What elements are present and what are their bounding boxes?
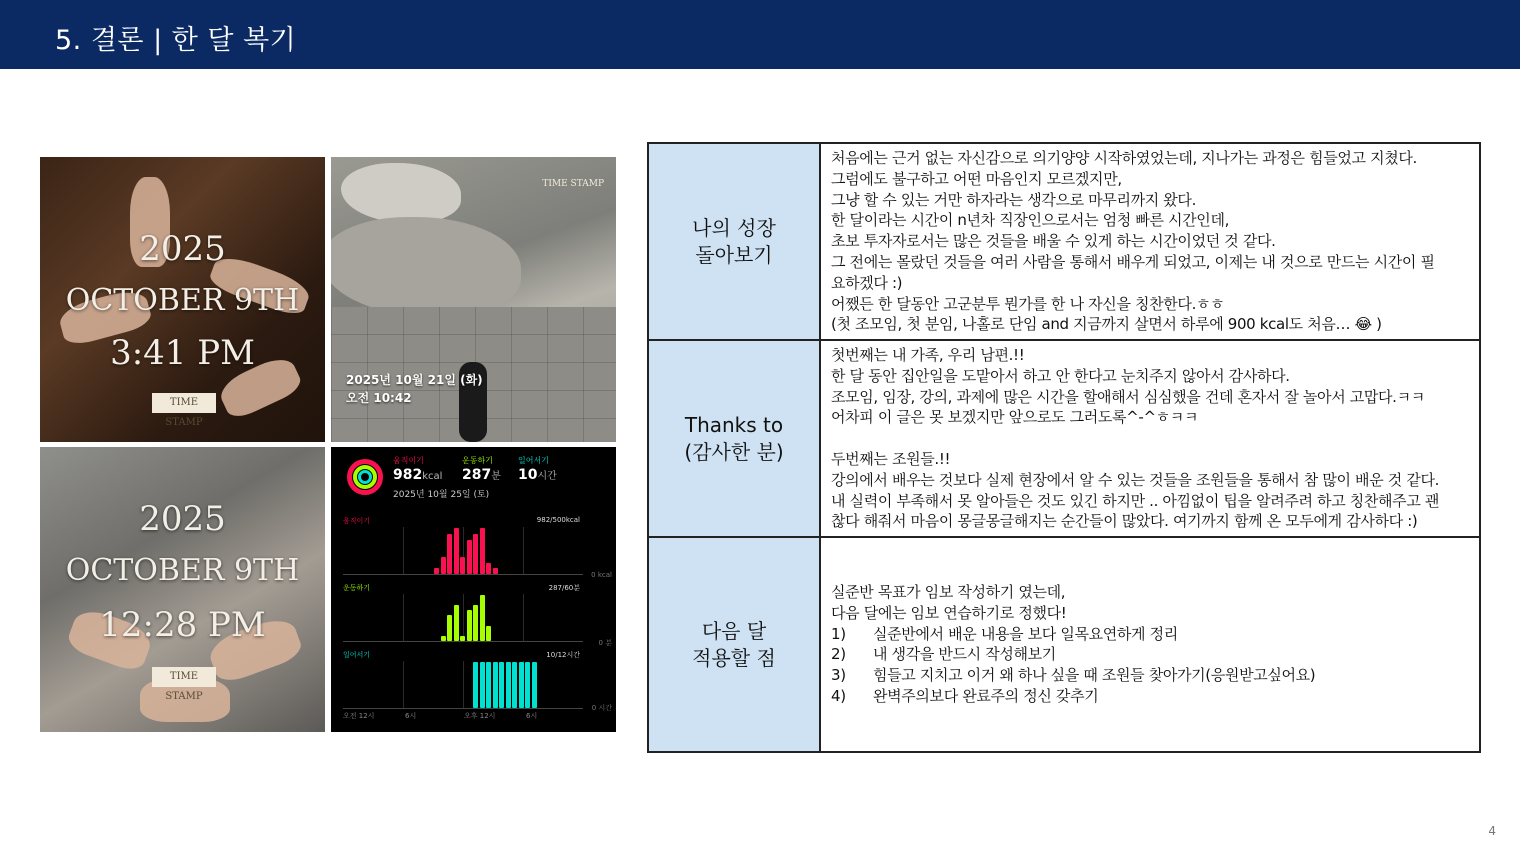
reflection-table bbox=[647, 142, 1481, 753]
activity-bar bbox=[460, 557, 465, 574]
rock-shape bbox=[331, 217, 521, 317]
activity-bar bbox=[480, 595, 485, 641]
move-goal: 982/500kcal bbox=[536, 516, 580, 524]
list-item: 2) 내 생각을 반드시 작성해보기 bbox=[831, 645, 1056, 664]
activity-bar bbox=[512, 662, 517, 708]
exercise-axis-label: 0 분 bbox=[598, 639, 612, 647]
grid-line bbox=[463, 661, 464, 708]
text-line: 강의에서 배우는 것보다 실제 현장에서 알 수 있는 것들을 조원들을 통해서 참 많이 배운 것 같다. bbox=[831, 470, 1440, 489]
row-header: 나의 성장 돌아보기 bbox=[649, 144, 821, 339]
activity-bar bbox=[434, 568, 439, 574]
text-line: 찮다 해줘서 마음이 몽글몽글해지는 순간들이 많았다. 여기까지 함께 온 모두에게 감사하다 :) bbox=[831, 512, 1418, 531]
activity-bar bbox=[441, 557, 446, 574]
activity-bar bbox=[480, 662, 485, 708]
text-line: 다음 달에는 임보 연습하기로 정했다! bbox=[831, 603, 1067, 622]
time-stamp-logo: TIME STAMP bbox=[542, 179, 604, 189]
x-axis-label: 오전 12시 bbox=[343, 712, 375, 720]
text-line: 두번째는 조원들.!! bbox=[831, 449, 951, 468]
text-line: 어차피 이 글은 못 보겠지만 앞으로도 그러도록^-^ㅎㅋㅋ bbox=[831, 408, 1199, 427]
exercise-goal: 287/60분 bbox=[548, 584, 580, 592]
stamp-time: 3:41 PM bbox=[110, 333, 255, 373]
activity-bar bbox=[506, 662, 511, 708]
activity-bar bbox=[467, 540, 472, 575]
activity-bar bbox=[473, 605, 478, 641]
exercise-value: 287분 bbox=[462, 467, 501, 483]
text-line: 그냥 할 수 있는 거만 하자라는 생각으로 마무리까지 왔다. bbox=[831, 190, 1196, 209]
row-header: 다음 달 적용할 점 bbox=[649, 538, 821, 751]
activity-bar bbox=[480, 528, 485, 574]
stand-chart bbox=[343, 661, 583, 709]
activity-bar bbox=[467, 610, 472, 641]
text-line: 요하겠다 :) bbox=[831, 273, 903, 292]
grid-line bbox=[523, 527, 524, 574]
photo-date: 2025년 10월 21일 (화) bbox=[346, 373, 483, 387]
activity-date: 2025년 10월 25일 (토) bbox=[393, 490, 490, 500]
row-body bbox=[823, 144, 1479, 339]
text-line: 실준반 목표가 임보 작성하기 였는데, bbox=[831, 583, 1066, 601]
stand-value: 10시간 bbox=[518, 467, 557, 483]
grid-line bbox=[463, 594, 464, 641]
text-line: 처음에는 근거 없는 자신감으로 의기양양 시작하였었는데, 지나가는 과정은 힘들었고 지쳤다. bbox=[831, 149, 1417, 167]
activity-bar bbox=[454, 528, 459, 574]
activity-bar bbox=[493, 662, 498, 708]
list-item: 1) 실준반에서 배운 내용을 보다 일목요연하게 정리 bbox=[831, 624, 1178, 643]
list-item: 4) 완벽주의보다 완료주의 정신 갖추기 bbox=[831, 686, 1099, 705]
activity-bar bbox=[454, 605, 459, 641]
photo-hands-circle bbox=[40, 447, 325, 732]
text-line: 어쨌든 한 달동안 고군분투 뭔가를 한 나 자신을 칭찬한다.ㅎㅎ bbox=[831, 294, 1225, 313]
title-bar bbox=[0, 0, 1520, 69]
table-row-thanks bbox=[649, 341, 1479, 538]
move-axis-label: 0 kcal bbox=[591, 571, 612, 579]
text-line: 한 달 동안 집안일을 도맡아서 하고 안 한다고 눈치주지 않아서 감사하다. bbox=[831, 366, 1290, 385]
move-label: 움직이기 bbox=[393, 456, 424, 465]
text-line: 첫번째는 내 가족, 우리 남편.!! bbox=[831, 346, 1025, 364]
stand-goal: 10/12시간 bbox=[546, 651, 580, 659]
row-body bbox=[823, 538, 1479, 751]
activity-bar bbox=[525, 662, 530, 708]
activity-bar bbox=[499, 662, 504, 708]
page-title: 5. 결론 | 한 달 복기 bbox=[55, 25, 297, 56]
activity-bar bbox=[486, 563, 491, 575]
x-axis-label: 6시 bbox=[405, 712, 417, 720]
activity-bar bbox=[473, 662, 478, 708]
move-value: 982kcal bbox=[393, 467, 443, 483]
stand-section-title: 일어서기 bbox=[343, 651, 371, 659]
page-number: 4 bbox=[1488, 824, 1496, 838]
text-line: 그 전에는 몰랐던 것들을 여러 사람을 통해서 배우게 되었고, 이제는 내 것으로 만드는 시간이 필 bbox=[831, 252, 1435, 271]
time-stamp-logo: TIME STAMP bbox=[152, 393, 216, 413]
x-axis-label: 6시 bbox=[526, 712, 538, 720]
x-axis-label: 오후 12시 bbox=[464, 712, 496, 720]
activity-screenshot bbox=[331, 447, 616, 732]
text-line: 초보 투자자로서는 많은 것들을 배울 수 있게 하는 시간이었던 것 같다. bbox=[831, 232, 1276, 251]
photo-hands-table bbox=[40, 157, 325, 442]
text-line: 조모임, 임장, 강의, 과제에 많은 시간을 할애해서 심심했을 건데 혼자서 잘 놀아서 고맙다.ㅋㅋ bbox=[831, 387, 1425, 406]
stand-label: 일어서기 bbox=[518, 456, 549, 465]
activity-bar bbox=[486, 626, 491, 641]
text-line: 그럼에도 불구하고 어떤 마음인지 모르겠지만, bbox=[831, 169, 1122, 188]
table-row-next-month bbox=[649, 538, 1479, 751]
exercise-chart bbox=[343, 594, 583, 642]
list-item: 3) 힘들고 지치고 이거 왜 하나 싶을 때 조원들 찾아가기(응원받고싶어요) bbox=[831, 666, 1316, 685]
stand-axis-label: 0 시간 bbox=[591, 704, 612, 712]
photo-sidewalk bbox=[331, 157, 616, 442]
text-line: (첫 조모임, 첫 분임, 나홀로 단임 and 지금까지 살면서 하루에 900 kcal도 처음… 😂 ) bbox=[831, 315, 1382, 334]
stamp-year: 2025 bbox=[139, 229, 226, 269]
activity-bar bbox=[447, 615, 452, 641]
text-line: 내 실력이 부족해서 못 알아들은 것도 있긴 하지만 .. 아낌없이 팁을 알려주려 하고 칭찬해주고 괜 bbox=[831, 491, 1440, 510]
stamp-date: OCTOBER 9TH bbox=[65, 283, 300, 318]
exercise-label: 운동하기 bbox=[462, 456, 493, 465]
activity-bar bbox=[493, 568, 498, 574]
move-section-title: 움직이기 bbox=[343, 517, 371, 525]
table-row-growth bbox=[649, 144, 1479, 341]
stamp-time: 12:28 PM bbox=[99, 605, 266, 645]
activity-bar bbox=[532, 662, 537, 708]
row-header: Thanks to (감사한 분) bbox=[649, 341, 821, 536]
rock-shape bbox=[341, 163, 461, 223]
activity-bar bbox=[473, 534, 478, 574]
grid-line bbox=[403, 594, 404, 641]
activity-bar bbox=[460, 636, 465, 641]
activity-bar bbox=[441, 636, 446, 641]
activity-bar bbox=[486, 662, 491, 708]
row-body bbox=[823, 341, 1479, 536]
exercise-section-title: 운동하기 bbox=[343, 584, 371, 592]
activity-bar bbox=[447, 534, 452, 574]
grid-line bbox=[403, 661, 404, 708]
move-chart bbox=[343, 527, 583, 575]
photo-time: 오전 10:42 bbox=[346, 391, 412, 405]
stand-ring-icon bbox=[358, 470, 372, 484]
grid-line bbox=[523, 594, 524, 641]
stamp-year: 2025 bbox=[139, 499, 226, 539]
activity-bar bbox=[519, 662, 524, 708]
text-line: 한 달이라는 시간이 n년차 직장인으로서는 엄청 빠른 시간인데, bbox=[831, 211, 1230, 230]
time-stamp-logo: TIME STAMP bbox=[152, 667, 216, 687]
grid-line bbox=[403, 527, 404, 574]
blank-line bbox=[831, 428, 1471, 449]
stamp-date: OCTOBER 9TH bbox=[65, 553, 300, 588]
